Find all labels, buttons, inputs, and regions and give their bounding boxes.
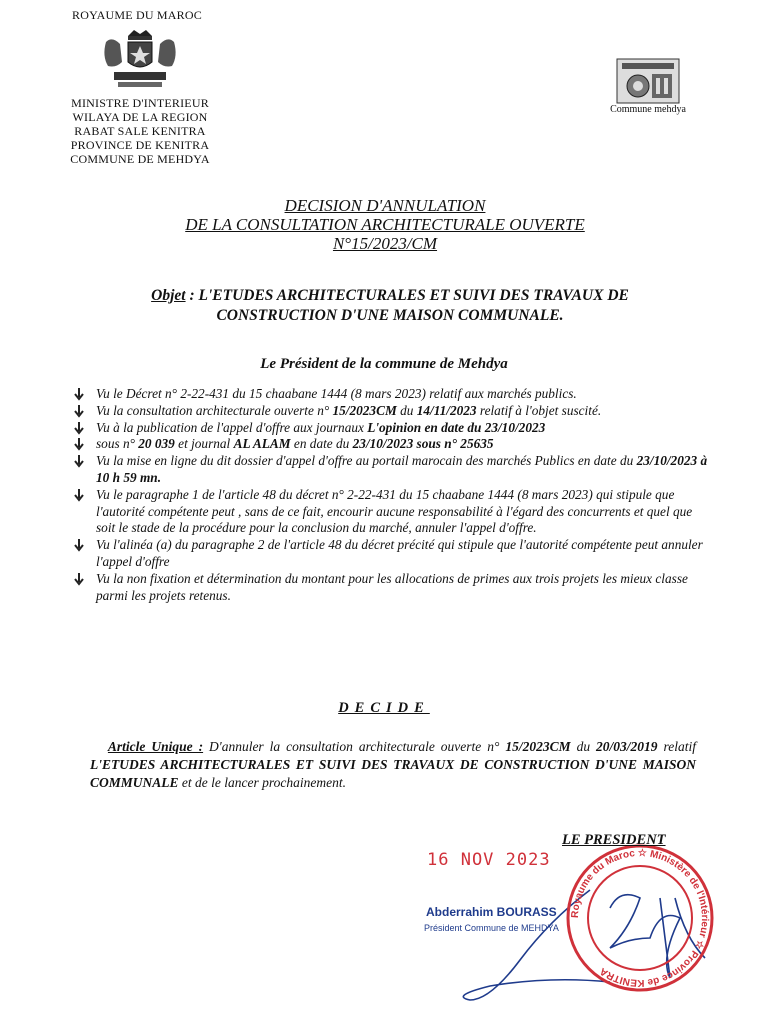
objet-label: Objet [151,287,186,304]
article-label: Article Unique : [107,739,204,754]
arrow-down-icon [72,572,86,586]
article-object: L'ETUDES ARCHITECTURALES ET SUIVI DES TRAVAUX DE CONSTRUCTION D'UNE MAISON COMMUNALE [90,757,696,790]
president-heading: Le Président de la commune de Mehdya [260,356,508,372]
visa-item [70,386,710,403]
header-line: PROVINCE DE KENITRA [70,138,210,152]
visa-date: 23/10/2023 à 10 h 59 mn. [96,453,708,485]
document-title [100,196,670,253]
visa-text: Vu le paragraphe 1 de l'article 48 du décret n° 2-22-431 du 15 chaabane 1444 (8 mars 2023) qui stipule que l'autorité compétente peut , sans de ce fait, encourir aucune responsabilité à l'égard des concurrents et quel que soit le stade de la procédure pour la conclusion du marché, annuler l'appel d'offre. [96,486,693,536]
seal-text: Royaume du Maroc ☆ Ministère de l'Intérieur ☆ Province de KENITRA [569,847,711,989]
visa-number: 20 039 [138,436,175,452]
visa-item [70,403,710,420]
article-text: du [570,739,597,754]
header-line: RABAT SALE KENITRA [74,124,206,138]
arrow-down-icon [72,437,86,451]
visa-item [70,537,710,571]
svg-text:Royaume du Maroc ☆ Ministère d [570,848,710,988]
visa-text: sous n° [96,436,139,452]
arrow-down-icon [72,538,86,552]
visa-text: en date du [290,436,353,452]
kingdom-label: ROYAUME DU MAROC [72,8,202,22]
signatory-title: LE PRESIDENT [562,832,666,848]
article-text: D'annuler la consultation architecturale ouverte n° [203,739,506,754]
objet-block [85,286,695,326]
visa-item [70,571,710,605]
visa-item [70,487,710,537]
decide-heading: DECIDE [338,700,430,716]
arrow-down-icon [72,387,86,401]
signatory-name: Abderrahim BOURASS [426,905,557,919]
arrow-down-icon [72,421,86,435]
visa-item [70,453,710,487]
visa-ref: 15/2023CM [332,402,397,418]
signatory-role: Président Commune de MEHDYA [424,923,559,933]
visa-text: et journal [174,436,234,452]
title-line: DECISION D'ANNULATION [284,196,486,215]
logo-caption: Commune mehdya [610,104,686,115]
header-line: WILAYA DE LA REGION [72,110,208,124]
date-stamp: 16 NOV 2023 [427,850,551,870]
commune-logo [598,58,698,115]
header-line: MINISTRE D'INTERIEUR [71,96,209,110]
title-line: DE LA CONSULTATION ARCHITECTURALE OUVERTE [185,215,585,234]
objet-line: CONSTRUCTION D'UNE MAISON COMMUNALE. [216,307,564,324]
official-seal-icon [560,838,720,998]
visa-list [70,386,710,604]
visa-text: Vu le Décret n° 2-22-431 du 15 chaabane 1444 (8 mars 2023) relatif aux marchés publics. [96,386,577,401]
objet-line: L'ETUDES ARCHITECTURALES ET SUIVI DES TRAVAUX DE [198,287,629,304]
coat-of-arms-icon [94,28,186,92]
arrow-down-icon [72,488,86,502]
visa-text: relatif à l'objet suscité. [476,402,602,418]
header-left [40,8,240,166]
visa-journal: L'opinion en date du 23/10/2023 [367,419,546,435]
visa-text: Vu l'alinéa (a) du paragraphe 2 de l'article 48 du décret précité qui stipule que l'autorité compétente peut annuler l'appel d'offre [96,537,703,569]
article-date: 20/03/2019 [596,739,658,754]
visa-item [70,436,710,453]
visa-text: Vu la non fixation et détermination du montant pour les allocations de primes aux trois projets les mieux classe parmi les projets retenus. [96,570,688,603]
visa-text: Vu la mise en ligne du dit dossier d'appel d'offre au portail marocain des marchés Publics en date du [96,453,637,469]
visa-item [70,420,710,437]
arrow-down-icon [72,454,86,468]
article-ref: 15/2023CM [505,739,571,754]
objet-separator: : [185,287,199,304]
visa-date: 14/11/2023 [416,402,477,418]
article-text: relatif [657,739,697,754]
article-unique [90,738,696,792]
arrow-down-icon [72,404,86,418]
header-line: COMMUNE DE MEHDYA [70,152,210,166]
visa-journal: AL ALAM [233,436,291,452]
commune-mehdya-logo-icon [616,58,680,104]
visa-date: 23/10/2023 sous n° 25635 [352,436,494,452]
title-line: N°15/2023/CM [332,234,438,253]
article-text: et de le lancer prochainement. [178,775,346,790]
visa-text: du [396,402,417,418]
visa-text: Vu à la publication de l'appel d'offre aux journaux [96,419,368,435]
visa-text: Vu la consultation architecturale ouverte n° [96,402,333,418]
